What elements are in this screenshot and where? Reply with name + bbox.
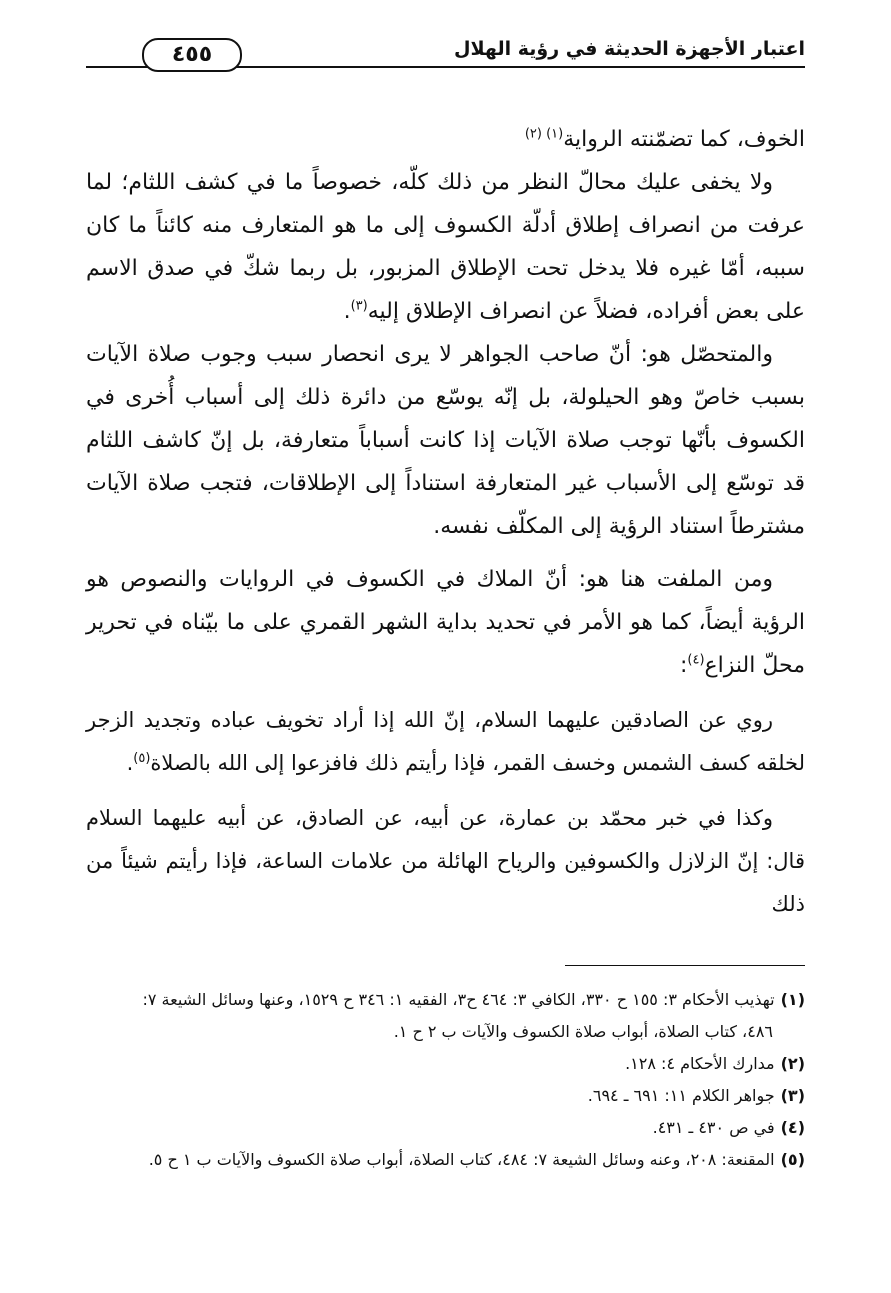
footnote-2 <box>86 1048 805 1080</box>
running-title: اعتبار الأجهزة الحديثة في رؤية الهلال <box>454 38 805 60</box>
page-number: ٤٥٥ <box>142 38 242 72</box>
punctuation: : <box>679 653 688 678</box>
paragraph-text: الخوف، كما تضمّنته الرواية <box>563 127 805 152</box>
footnote-number: (٤) <box>780 1118 805 1137</box>
footnote-continuation: ٤٨٦، كتاب الصلاة، أبواب صلاة الكسوف والآيات ب ٢ ح ١. <box>393 1022 773 1041</box>
footnote-text: في ص ٤٣٠ ـ ٤٣١. <box>652 1118 775 1137</box>
footnote-number: (٢) <box>780 1054 805 1073</box>
main-text <box>86 118 805 926</box>
paragraph-5 <box>86 699 805 785</box>
footnote-ref: (٥) <box>133 751 151 766</box>
paragraph-text: والمتحصّل هو: أنّ صاحب الجواهر لا يرى انحصار سبب وجوب صلاة الآيات بسبب خاصّ وهو الحيلولة، بل إنّه يوسّع من دائرة ذلك إلى أسباب أُخرى في الكسوف بأنّها توجب صلاة الآيات إذا كانت أسباباً متعارفة، بل إنّ كاشف اللثام قد توسّع إلى الأسباب غير المتعارفة استناداً إلى الإطلاقات، فتجب صلاة الآيات مشترطاً استناد الرؤية إلى المكلّف نفسه. <box>86 342 805 539</box>
footnote-5 <box>86 1144 805 1176</box>
paragraph-2 <box>86 161 805 333</box>
footnote-text: المقنعة: ٢٠٨، وعنه وسائل الشيعة ٧: ٤٨٤، كتاب الصلاة، أبواب صلاة الكسوف والآيات ب ١ ح ٥. <box>148 1150 775 1169</box>
paragraph-text: ولا يخفى عليك محالّ النظر من ذلك كلّه، خصوصاً ما في كشف اللثام؛ لما عرفت من انصراف إطلاق أدلّة الكسوف إلى ما هو المتعارف منه كائناً ما كان سببه، أمّا غيره فلا يدخل تحت الإطلاق المزبور، بل ربما شكّ في صدق الاسم على بعض أفراده، فضلاً عن انصراف الإطلاق إليه <box>86 170 805 324</box>
footnote-text: جواهر الكلام ١١: ٦٩١ ـ ٦٩٤. <box>587 1086 775 1105</box>
footnote-1 <box>86 984 805 1048</box>
paragraph-text: روي عن الصادقين عليهما السلام، إنّ الله إذا أراد تخويف عباده وتجديد الزجر لخلقه كسف الشمس وخسف القمر، فإذا رأيتم ذلك فافزعوا إلى الله بالصلاة <box>86 708 805 775</box>
paragraph-6 <box>86 797 805 926</box>
footnotes <box>86 984 805 1176</box>
footnote-3 <box>86 1080 805 1112</box>
footnote-4 <box>86 1112 805 1144</box>
punctuation: . <box>126 751 134 775</box>
punctuation: . <box>343 299 351 324</box>
footnote-number: (٥) <box>780 1150 805 1169</box>
paragraph-1 <box>86 118 805 161</box>
footnote-text: مدارك الأحكام ٤: ١٢٨. <box>625 1054 775 1073</box>
footnote-separator <box>565 965 805 966</box>
footnote-ref: (٣) <box>350 298 368 314</box>
paragraph-text: ومن الملفت هنا هو: أنّ الملاك في الكسوف في الروايات والنصوص هو الرؤية أيضاً، كما هو الأمر في تحديد بداية الشهر القمري على ما بيّناه في تحرير محلّ النزاع <box>86 567 805 678</box>
paragraph-3 <box>86 333 805 548</box>
paragraph-text: وكذا في خبر محمّد بن عمارة، عن أبيه، عن الصادق، عن أبيه عليهما السلام قال: إنّ الزلازل والكسوفين والرياح الهائلة من علامات الساعة، فإذا رأيتم شيئاً من ذلك <box>86 806 805 916</box>
footnote-ref: (٤) <box>687 652 705 668</box>
footnote-text: تهذيب الأحكام ٣: ١٥٥ ح ٣٣٠، الكافي ٣: ٤٦٤ ح٣، الفقيه ١: ٣٤٦ ح ١٥٢٩، وعنها وسائل الشيعة ٧: <box>142 990 775 1009</box>
running-header <box>86 30 805 70</box>
paragraph-4 <box>86 558 805 687</box>
footnote-ref: (١) (٢) <box>524 126 564 142</box>
footnote-number: (١) <box>780 990 805 1009</box>
footnote-number: (٣) <box>780 1086 805 1105</box>
